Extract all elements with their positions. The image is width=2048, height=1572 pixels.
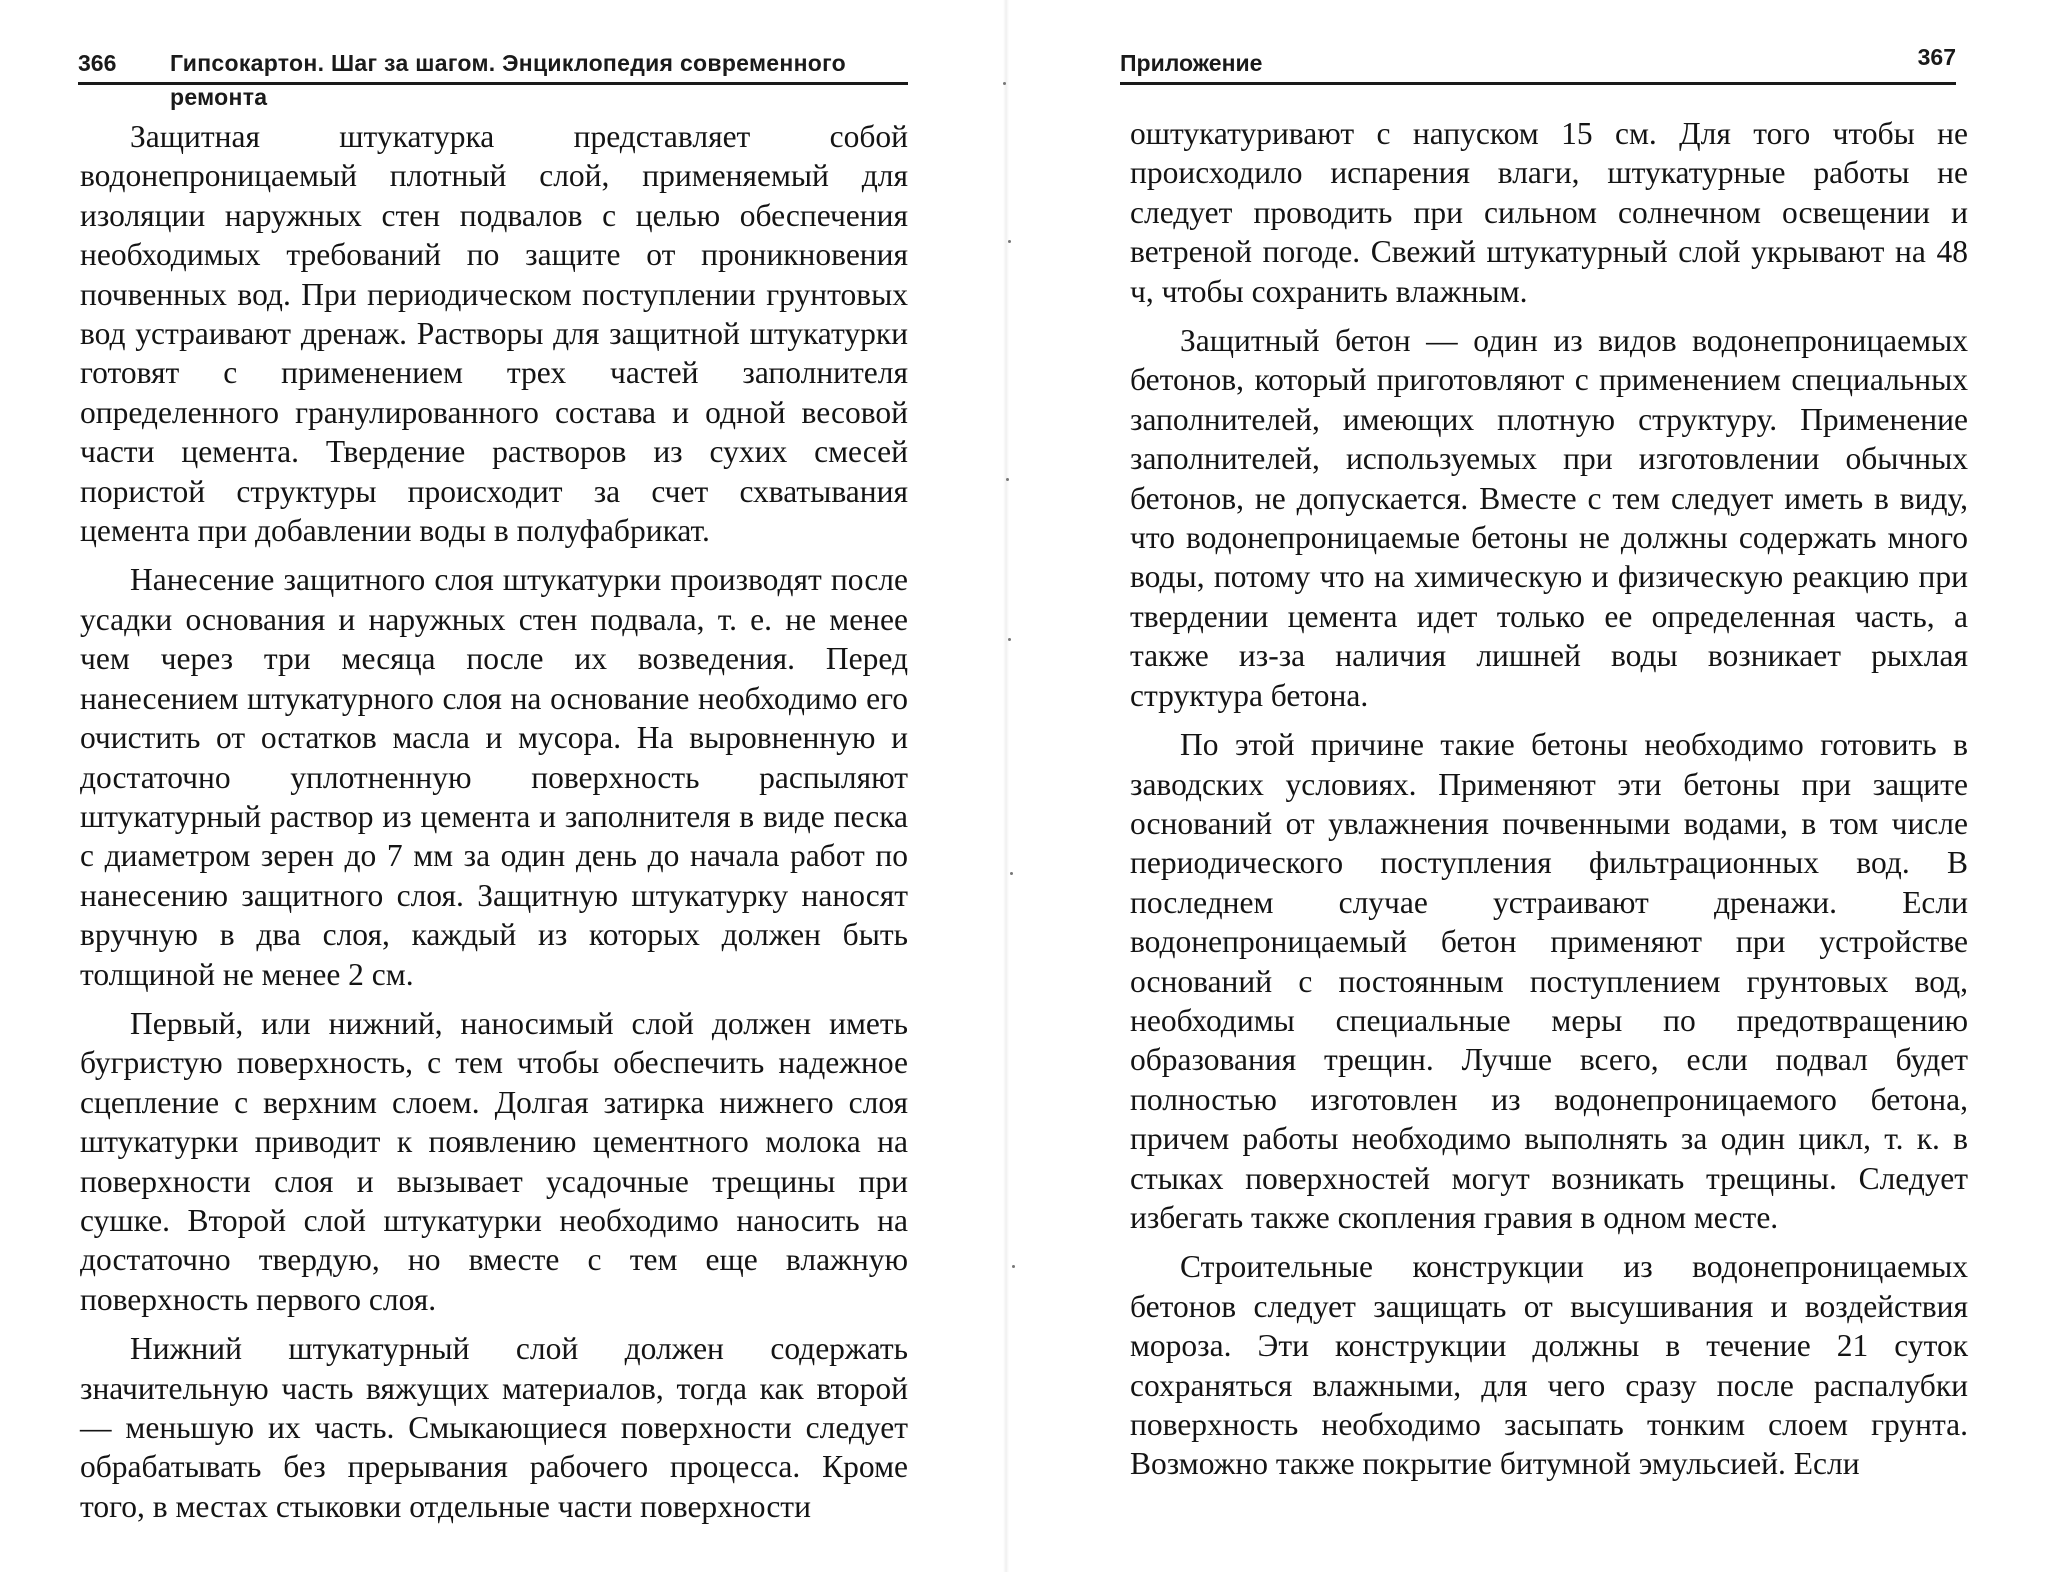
- paragraph: Защитная штукатурка представляет собой водонепроницаемый плотный слой, применяемый для изоляции наружных стен подвалов с целью обеспечения необходимых требований по защите от проникновения почвенных вод. При периодическом поступлении грунтовых вод устраивают дренаж. Растворы для защитной штукатурки готовят с применением трех частей заполнителя определенного гранулированного состава и одной весовой части цемента. Твердение растворов из сухих смесей пористой структуры происходит за счет схватывания цемента при добавлении воды в полуфабрикат.: [80, 119, 908, 549]
- right-running-head: [1120, 46, 1956, 85]
- left-running-head: [78, 46, 908, 110]
- book-gutter: [1003, 0, 1009, 1572]
- paragraph: Строительные конструкции из водонепроницаемых бетонов следует защищать от высушивания и воздействия мороза. Эти конструкции должны в течение 21 суток сохраняться влажными, для чего сразу после распалубки поверхность необходимо засыпать тонким слоем грунта. Возможно также покрытие битумной эмульсией. Если: [1130, 1249, 1968, 1482]
- right-page: [1010, 0, 2048, 1572]
- paragraph: оштукатуривают с напуском 15 см. Для того чтобы не происходило испарения влаги, штукатурные работы не следует проводить при сильном солнечном освещении и ветреной погоде. Свежий штукатурный слой укрывают на 48 ч, чтобы сохранить влажным.: [1130, 116, 1968, 309]
- left-page: [0, 0, 1010, 1572]
- paragraph: По этой причине такие бетоны необходимо готовить в заводских условиях. Применяют эти бетоны при защите оснований от увлажнения почвенными водами, в том числе периодического поступления фильтрационных вод. В последнем случае устраивают дренажи. Если водонепроницаемый бетон применяют при устройстве оснований с постоянным поступлением грунтовых вод, необходимы специальные меры по предотвращению образования трещин. Лучше всего, если подвал будет полностью изготовлен из водонепроницаемого бетона, причем работы необходимо выполнять за один цикл, т. к. в стыках поверхностей могут возникать трещины. Следует избегать также скопления гравия в одном месте.: [1130, 727, 1968, 1235]
- paragraph: Нижний штукатурный слой должен содержать значительную часть вяжущих материалов, тогда как второй — меньшую их часть. Смыкающиеся поверхности следует обрабатывать без прерывания рабочего процесса. Кроме того, в местах стыковки отдельные части поверхности: [80, 1331, 908, 1524]
- paragraph: Защитный бетон — один из видов водонепроницаемых бетонов, который приготовляют с применением специальных заполнителей, имеющих плотную структуру. Применение заполнителей, используемых при изготовлении обычных бетонов, не допускается. Вместе с тем следует иметь в виду, что водонепроницаемые бетоны не должны содержать много воды, потому что на химическую и физическую реакцию при твердении цемента идет только ее определенная часть, а также из-за наличия лишней воды возникает рыхлая структура бетона.: [1130, 323, 1968, 713]
- left-running-head-title: Гипсокартон. Шаг за шагом. Энциклопедия современного ремонта: [170, 50, 847, 110]
- right-running-head-title: Приложение: [1120, 50, 1263, 76]
- right-text-column: [1130, 114, 1968, 1494]
- scan-speck: [1006, 478, 1009, 481]
- left-text-column: [80, 117, 908, 1536]
- paragraph: Первый, или нижний, наносимый слой должен иметь бугристую поверхность, с тем чтобы обеспечить надежное сцепление с верхним слоем. Долгая затирка нижнего слоя штукатурки приводит к появлению цементного молока на поверхности слоя и вызывает усадочные трещины при сушке. Второй слой штукатурки необходимо наносить на достаточно твердую, но вместе с тем еще влажную поверхность первого слоя.: [80, 1005, 908, 1317]
- left-page-number: 366: [78, 50, 117, 76]
- scan-speck: [1003, 82, 1006, 85]
- paragraph: Нанесение защитного слоя штукатурки производят после усадки основания и наружных стен подвала, т. е. не менее чем через три месяца после их возведения. Перед нанесением штукатурного слоя на основание необходимо его очистить от остатков масла и мусора. На выровненную и достаточно уплотненную поверхность распыляют штукатурный раствор из цемента и заполнителя в виде песка с диаметром зерен до 7 мм за один день до начала работ по нанесению защитного слоя. Защитную штукатурку наносят вручную в два слоя, каждый из которых должен быть толщиной не менее 2 см.: [80, 562, 908, 992]
- right-page-number: 367: [1917, 44, 1956, 70]
